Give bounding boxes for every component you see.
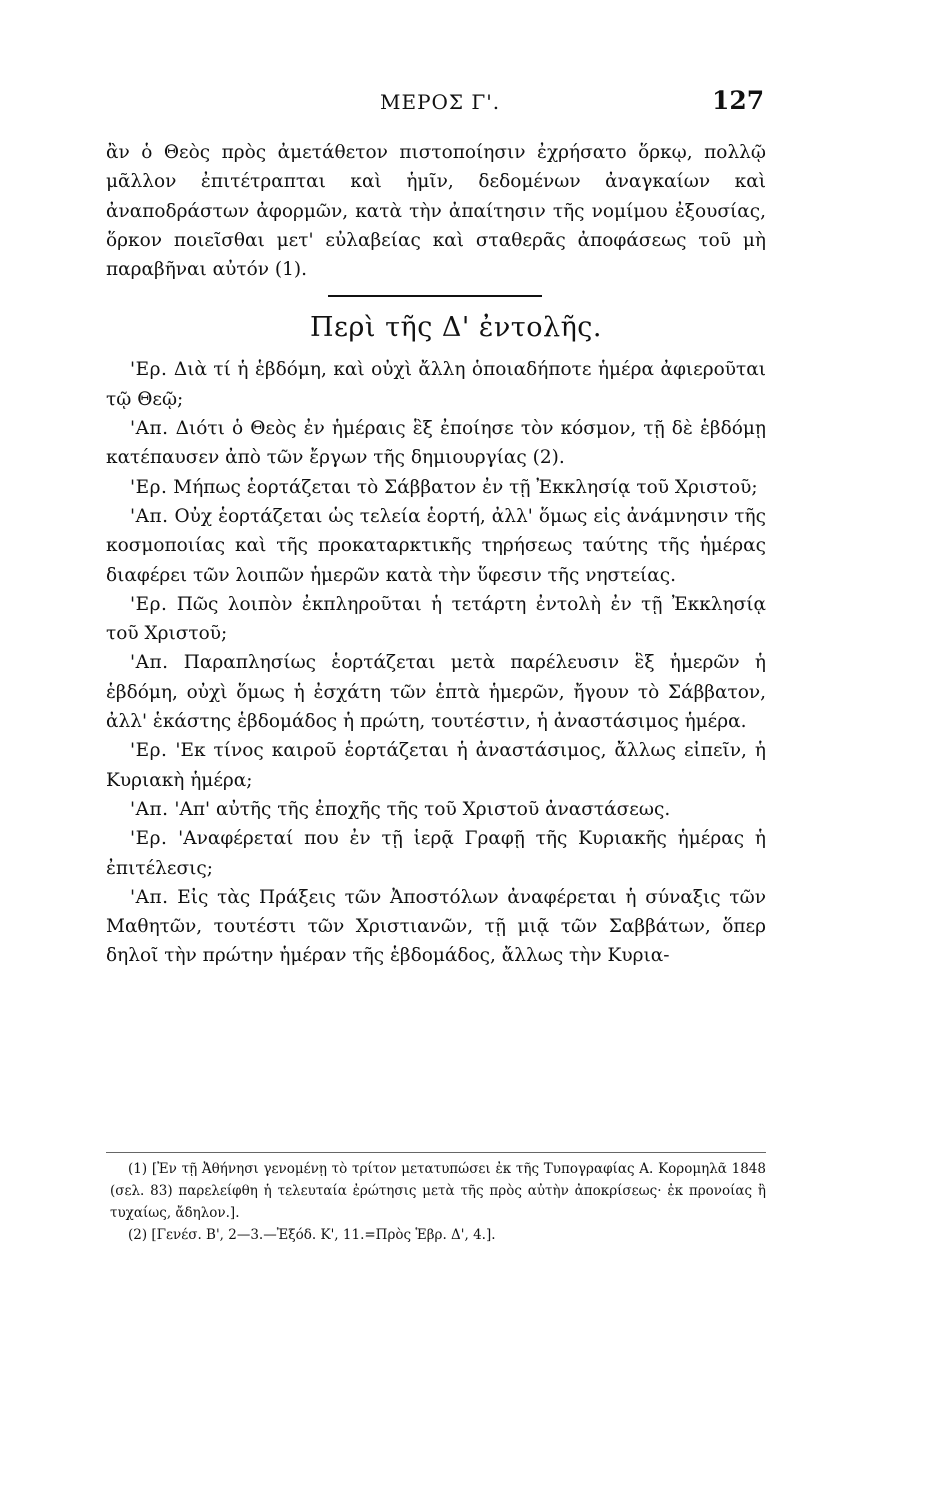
- dialogue-text: 'Εκ τίνος καιροῦ ἑορτάζεται ἡ ἀναστάσιμος, ἄλλως εἰπεῖν, ἡ Κυριακὴ ἡμέρα;: [106, 740, 767, 791]
- running-title: ΜΕΡΟΣ Γ'.: [380, 90, 501, 114]
- page-number: 127: [712, 86, 765, 115]
- main-text: [106, 138, 766, 971]
- dialogue-text: Οὐχ ἑορτάζεται ὡς τελεία ἑορτή, ἀλλ' ὅμως εἰς ἀνάμνησιν τῆς κοσμοποιίας καὶ τῆς προκαταρκτικῆς τηρήσεως ταύτης τῆς ἡμέρας διαφέρει τῶν λοιπῶν ἡμερῶν κατὰ τὴν ὕφεσιν τῆς νηστείας.: [106, 505, 766, 586]
- dialogue-text: Μήπως ἑορτάζεται τὸ Σάββατον ἐν τῇ Ἐκκλησίᾳ τοῦ Χριστοῦ;: [173, 476, 758, 498]
- dialogue-entry: [106, 355, 766, 414]
- running-header: [0, 86, 952, 120]
- dialogue-text: Παραπλησίως ἑορτάζεται μετὰ παρέλευσιν ἓξ ἡμερῶν ἡ ἑβδόμη, οὐχὶ ὅμως ἡ ἐσχάτη τῶν ἑπτὰ ἡμερῶν, ἤγουν τὸ Σάββατον, ἀλλ' ἑκάστης ἑβδομάδος ἡ πρώτη, τουτέστιν, ἡ ἀναστάσιμος ἡμέρα.: [106, 652, 766, 733]
- speaker-label: 'Απ.: [130, 505, 169, 527]
- speaker-label: 'Ερ.: [130, 359, 168, 381]
- dialogue-text: 'Αναφέρεταί που ἐν τῇ ἱερᾷ Γραφῇ τῆς Κυριακῆς ἡμέρας ἡ ἐπιτέλεσις;: [106, 828, 766, 879]
- dialogue-text: Διὰ τί ἡ ἑβδόμη, καὶ οὐχὶ ἄλλη ὁποιαδήποτε ἡμέρα ἀφιεροῦται τῷ Θεῷ;: [106, 359, 766, 410]
- dialogue-entry: [106, 590, 766, 649]
- dialogue-entry: [106, 473, 766, 502]
- footnotes: [110, 1158, 766, 1246]
- dialogue-text: Διότι ὁ Θεὸς ἐν ἡμέραις ἓξ ἐποίησε τὸν κόσμον, τῇ δὲ ἑβδόμῃ κατέπαυσεν ἀπὸ τῶν ἔργων τῆς δημιουργίας (2).: [106, 418, 766, 469]
- section-heading: Περὶ τῆς Δ' ἐντολῆς.: [310, 312, 602, 344]
- intro-paragraph: ἂν ὁ Θεὸς πρὸς ἀμετάθετον πιστοποίησιν ἐχρήσατο ὅρκῳ, πολλῷ μᾶλλον ἐπιτέτραπται καὶ ἡμῖν, δεδομένων ἀναγκαίων καὶ ἀναποδράστων ἀφορμῶν, κατὰ τὴν ἀπαίτησιν τῆς νομίμου ἐξουσίας, ὅρκον ποιεῖσθαι μετ' εὐλαβείας καὶ σταθερᾶς ἀποφάσεως τοῦ μὴ παραβῆναι αὐτόν (1).: [106, 142, 766, 281]
- dialogue-text: 'Απ' αὐτῆς τῆς ἐποχῆς τῆς τοῦ Χριστοῦ ἀναστάσεως.: [174, 798, 671, 820]
- speaker-label: 'Ερ.: [130, 476, 168, 498]
- speaker-label: 'Ερ.: [130, 828, 168, 850]
- footnote-1: (1) [Ἐν τῇ Ἀθήνησι γενομένῃ τὸ τρίτον μετατυπώσει ἐκ τῆς Τυπογραφίας Α. Κορομηλᾶ 1848 (σελ. 83) παρελείφθη ἡ τελευταία ἐρώτησις μετὰ τῆς πρὸς αὐτὴν ἀποκρίσεως· ἐκ προνοίας ἢ τυχαίως, ἄδηλον.].: [110, 1161, 766, 1221]
- dialogue-entry: [106, 736, 766, 795]
- dialogue-entry: [106, 824, 766, 883]
- dialogue-text: Εἰς τὰς Πράξεις τῶν Ἀποστόλων ἀναφέρεται ἡ σύναξις τῶν Μαθητῶν, τουτέστι τῶν Χριστιανῶν, τῇ μιᾷ τῶν Σαββάτων, ὅπερ δηλοῖ τὴν πρώτην ἡμέραν τῆς ἑβδομάδος, ἄλλως τὴν Κυρια-: [106, 886, 766, 967]
- speaker-label: 'Ερ.: [130, 740, 168, 762]
- dialogue-entry: [106, 648, 766, 736]
- speaker-label: 'Απ.: [130, 652, 169, 674]
- dialogue-text: Πῶς λοιπὸν ἐκπληροῦται ἡ τετάρτη ἐντολὴ ἐν τῇ Ἐκκλησίᾳ τοῦ Χριστοῦ;: [106, 593, 766, 645]
- dialogue-entry: [106, 414, 766, 473]
- speaker-label: 'Ερ.: [130, 593, 168, 615]
- speaker-label: 'Απ.: [130, 798, 169, 820]
- footnote-2: (2) [Γενέσ. Β', 2—3.—Ἐξόδ. Κ', 11.=Πρὸς Ἑβρ. Δ', 4.].: [128, 1227, 496, 1243]
- dialogue-entry: [106, 883, 766, 971]
- dialogue-entry: [106, 502, 766, 590]
- section-rule: [328, 295, 542, 297]
- footnote-divider: [106, 1152, 766, 1153]
- speaker-label: 'Απ.: [130, 418, 169, 440]
- speaker-label: 'Απ.: [130, 886, 169, 908]
- dialogue-entry: [106, 795, 766, 824]
